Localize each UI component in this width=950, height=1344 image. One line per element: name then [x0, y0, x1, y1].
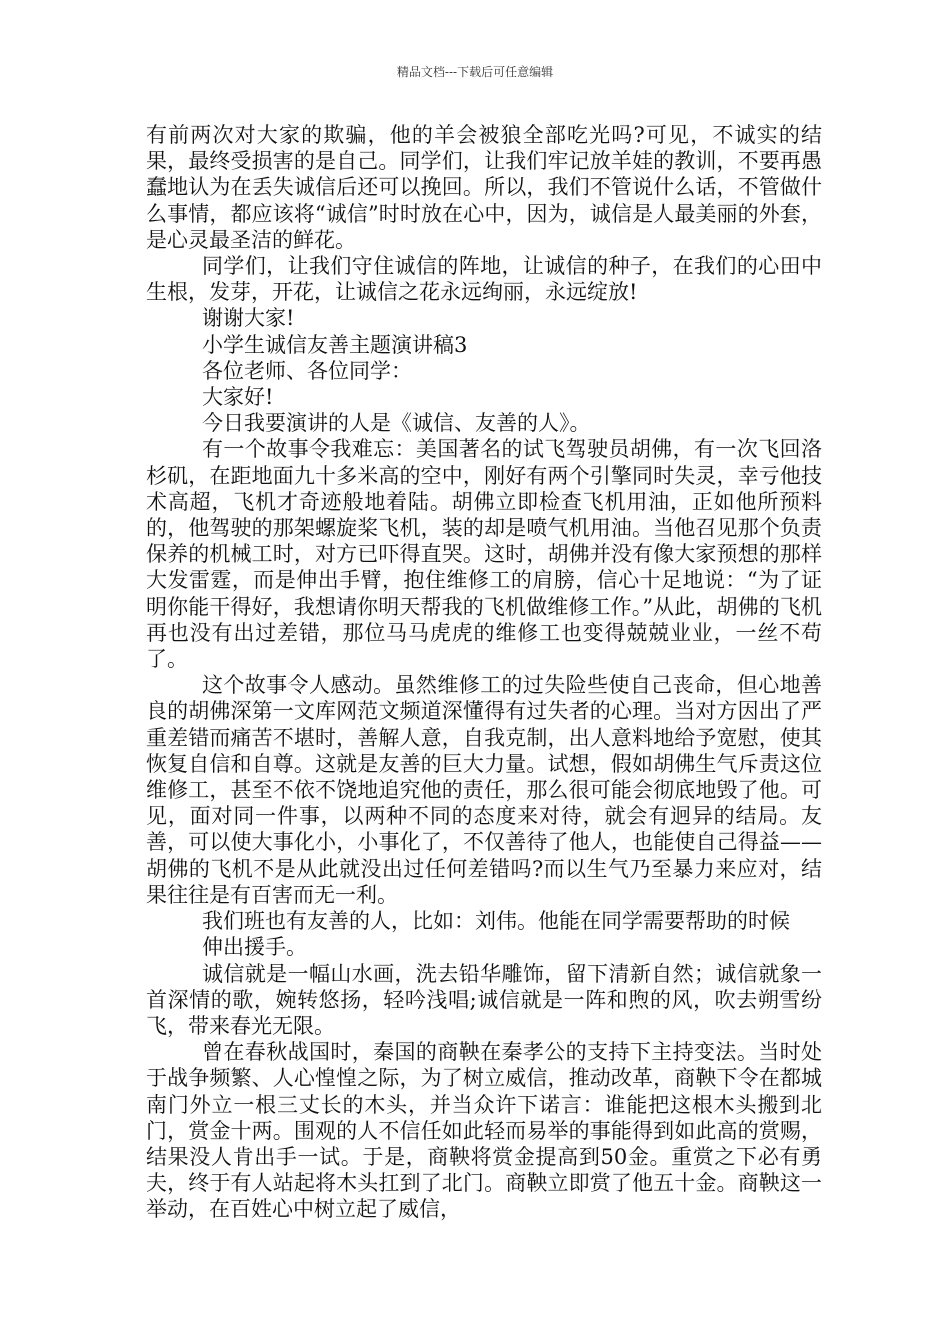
speech-title: 小学生诚信友善主题演讲稿3: [202, 332, 468, 357]
paragraph-shangyang: 曾在春秋战国时，秦国的商鞅在秦孝公的支持下主持变法。当时处于战争频繁、人心惶惶之际，为了树立威信，推动改革，商鞅下令在都城南门外立一根三丈长的木头，并当众许下诺言：谁能把这根木头搬到北门，赏金十两。围观的人不信任如此轻而易举的事能得到如此高的赏赐，结果没人肯出手一试。于是，商鞅将赏金提高到50金。重赏之下必有勇夫，终于有人站起将木头扛到了北门。商鞅立即赏了他五十金。商鞅这一举动，在百姓心中树立起了威信，: [146, 1040, 822, 1222]
page-header: 精品文档---下载后可任意编辑: [396, 65, 554, 79]
paragraph-1: 有前两次对大家的欺骗，他的羊会被狼全部吃光吗?可见，不诚实的结果，最终受损害的是自己。同学们，让我们牢记放羊娃的教训，不要再愚蠢地认为在丢失诚信后还可以挽回。所以，我们不管说什么话，不管做什么事情，都应该将“诚信”时时放在心中，因为，诚信是人最美丽的外套，是心灵最圣洁的鲜花。: [146, 123, 822, 252]
paragraph-topic: 今日我要演讲的人是《诚信、友善的人》。: [202, 411, 591, 436]
paragraph-thanks: 谢谢大家!: [202, 306, 295, 331]
document-body: [146, 122, 822, 1223]
paragraph-story: 有一个故事令我难忘：美国著名的试飞驾驶员胡佛，有一次飞回洛杉矶，在距地面九十多米高的空中，刚好有两个引擎同时失灵，幸亏他技术高超，飞机才奇迹般地着陆。胡佛立即检查飞机用油，正如他所预料的，他驾驶的那架螺旋桨飞机，装的却是喷气机用油。当他召见那个负责保养的机械工时，对方已吓得直哭。这时，胡佛并没有像大家预想的那样大发雷霆，而是伸出手臂，抱住维修工的肩膀，信心十足地说：“为了证明你能干得好，我想请你明天帮我的飞机做维修工作。”从此，胡佛的飞机再也没有出过差错，那位马马虎虎的维修工也变得兢兢业业，一丝不苟了。: [146, 437, 822, 672]
paragraph-reflection: 这个故事令人感动。虽然维修工的过失险些使自己丧命，但心地善良的胡佛深第一文库网范文频道深懂得有过失者的心理。当对方因出了严重差错而痛苦不堪时，善解人意，自我克制，出人意料地给予宽慰，使其恢复自信和自尊。这就是友善的巨大力量。试想，假如胡佛生气斥责这位维修工，甚至不依不饶地追究他的责任，那么很可能会彻底地毁了他。可见，面对同一件事，以两种不同的态度来对待，就会有迥异的结局。友善，可以使大事化小，小事化了，不仅善待了他人，也能使自己得益——胡佛的飞机不是从此就没出过任何差错吗?而以生气乃至暴力来应对，结果往往是有百害而无一利。: [146, 673, 822, 907]
paragraph-metaphor: 诚信就是一幅山水画，洗去铅华雕饰，留下清新自然；诚信就象一首深情的歌，婉转悠扬，轻吟浅唱;诚信就是一阵和煦的风，吹去朔雪纷飞，带来春光无限。: [146, 961, 822, 1038]
paragraph-help: 伸出援手。: [202, 935, 307, 960]
greeting: 大家好!: [202, 385, 274, 410]
paragraph-2: 同学们，让我们守住诚信的阵地，让诚信的种子，在我们的心田中生根，发芽，开花，让诚信之花永远绚丽，永远绽放!: [146, 254, 822, 305]
paragraph-classmate: 我们班也有友善的人，比如：刘伟。他能在同学需要帮助的时候: [202, 909, 790, 934]
salutation: 各位老师、各位同学：: [202, 358, 412, 383]
